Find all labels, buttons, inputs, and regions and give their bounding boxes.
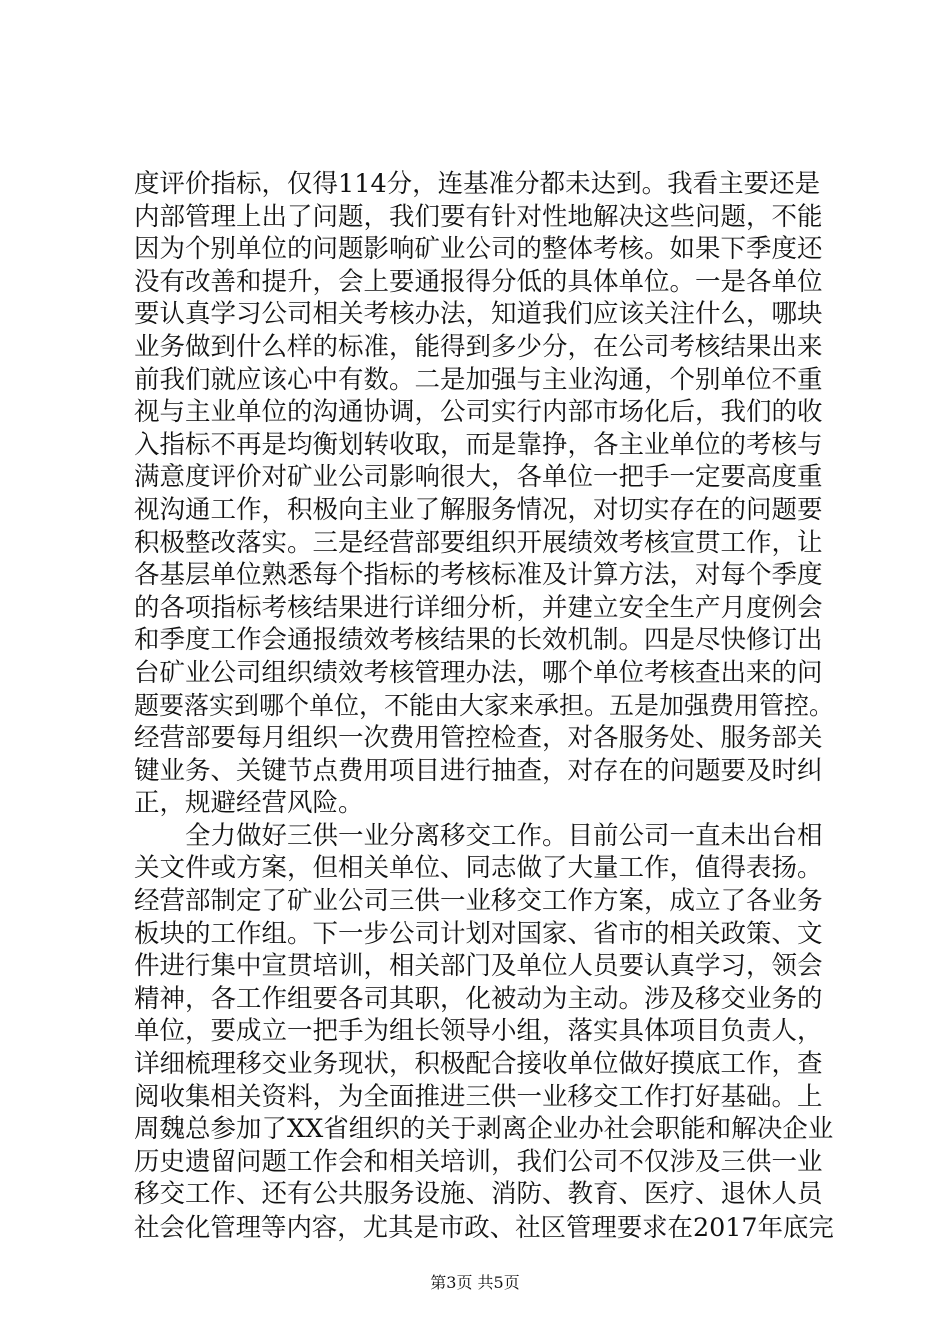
- text-line: 的各项指标考核结果进行详细分析，并建立安全生产月度例会: [134, 592, 823, 623]
- text-line: 和季度工作会通报绩效考核结果的长效机制。四是尽快修订出: [134, 625, 823, 656]
- text-line: 历史遗留问题工作会和相关培训，我们公司不仅涉及三供一业: [134, 1146, 823, 1177]
- text-line: 视沟通工作，积极向主业了解服务情况，对切实存在的问题要: [134, 494, 823, 525]
- text-line: 键业务、关键节点费用项目进行抽查，对存在的问题要及时纠: [134, 755, 823, 786]
- text-line: 正，规避经营风险。: [134, 788, 364, 819]
- text-line: 入指标不再是均衡划转收取，而是靠挣，各主业单位的考核与: [134, 429, 823, 460]
- text-line: 经营部要每月组织一次费用管控检查，对各服务处、服务部关: [134, 723, 823, 754]
- text-line: 业务做到什么样的标准，能得到多少分，在公司考核结果出来: [134, 331, 823, 362]
- page-footer: 第3页 共5页: [430, 1273, 520, 1292]
- text-line: 关文件或方案，但相关单位、同志做了大量工作，值得表扬。: [134, 853, 823, 884]
- text-line: 前我们就应该心中有数。二是加强与主业沟通，个别单位不重: [134, 364, 823, 395]
- text-line: 板块的工作组。下一步公司计划对国家、省市的相关政策、文: [134, 918, 823, 949]
- text-line: 全力做好三供一业分离移交工作。目前公司一直未出台相: [134, 820, 823, 851]
- text-line: 积极整改落实。三是经营部要组织开展绩效考核宣贯工作，让: [134, 527, 823, 558]
- text-line: 周魏总参加了XX省组织的关于剥离企业办社会职能和解决企业: [134, 1114, 834, 1145]
- text-line: 阅收集相关资料，为全面推进三供一业移交工作打好基础。上: [134, 1081, 823, 1112]
- text-line: 社会化管理等内容，尤其是市政、社区管理要求在2017年底完: [134, 1212, 834, 1242]
- text-line: 经营部制定了矿业公司三供一业移交工作方案，成立了各业务: [134, 886, 823, 917]
- text-line: 视与主业单位的沟通协调，公司实行内部市场化后，我们的收: [134, 397, 823, 428]
- text-line: 单位，要成立一把手为组长领导小组，落实具体项目负责人，: [134, 1016, 823, 1047]
- text-line: 要认真学习公司相关考核办法，知道我们应该关注什么，哪块: [134, 299, 823, 330]
- text-line: 各基层单位熟悉每个指标的考核标准及计算方法，对每个季度: [134, 560, 823, 591]
- text-line: 没有改善和提升，会上要通报得分低的具体单位。一是各单位: [134, 266, 823, 297]
- text-line: 件进行集中宣贯培训，相关部门及单位人员要认真学习，领会: [134, 951, 823, 982]
- text-line: 因为个别单位的问题影响矿业公司的整体考核。如果下季度还: [134, 234, 823, 265]
- text-line: 题要落实到哪个单位，不能由大家来承担。五是加强费用管控。: [134, 690, 835, 720]
- text-line: 详细梳理移交业务现状，积极配合接收单位做好摸底工作，查: [134, 1049, 823, 1080]
- text-line: 台矿业公司组织绩效考核管理办法，哪个单位考核查出来的问: [134, 657, 823, 688]
- text-line: 精神，各工作组要各司其职，化被动为主动。涉及移交业务的: [134, 983, 823, 1014]
- body-text: [134, 168, 834, 1244]
- text-line: 移交工作、还有公共服务设施、消防、教育、医疗、退休人员: [134, 1179, 823, 1210]
- text-line: 度评价指标，仅得114分，连基准分都未达到。我看主要还是: [134, 169, 821, 199]
- text-line: 满意度评价对矿业公司影响很大，各单位一把手一定要高度重: [134, 462, 823, 493]
- text-line: 内部管理上出了问题，我们要有针对性地解决这些问题，不能: [134, 201, 823, 232]
